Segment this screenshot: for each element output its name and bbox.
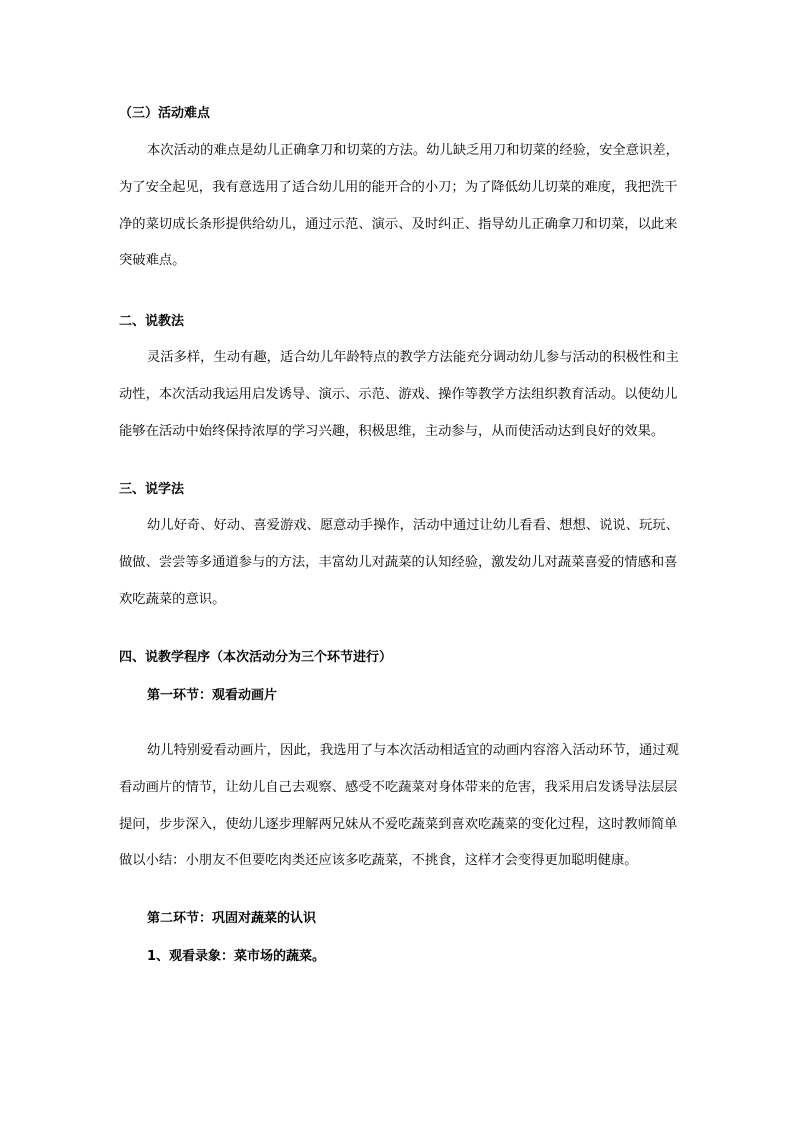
paragraph-line: 突破难点。 [119, 253, 186, 269]
paragraph-line: 灵活多样，生动有趣，适合幼儿年龄特点的教学方法能充分调动幼儿参与活动的积极性和主 [147, 350, 679, 365]
paragraph-line: 做做、尝尝等多通道参与的方法，丰富幼儿对蔬菜的认知经验，激发幼儿对蔬菜喜爱的情感和喜 [119, 554, 678, 570]
paragraph-line: 幼儿特别爱看动画片，因此，我选用了与本次活动相适宜的动画内容溶入活动环节，通过观 [147, 743, 679, 758]
paragraph-line: 做以小结：小朋友不但要吃肉类还应该多吃蔬菜，不挑食，这样才会变得更加聪明健康。 [119, 853, 638, 869]
paragraph-line: 欢吃蔬菜的意识。 [119, 591, 226, 607]
paragraph-line: 提问，步步深入，使幼儿逐步理解两兄妹从不爱吃蔬菜到喜欢吃蔬菜的变化过程，这时教师简单 [119, 816, 678, 832]
step-two-item-one: 1、观看录象：菜市场的蔬菜。 [147, 949, 326, 964]
paragraph-line: 能够在活动中始终保持浓厚的学习兴趣，积极思维，主动参与，从而使活动达到良好的效果。 [119, 423, 665, 439]
paragraph-line: 动性，本次活动我运用启发诱导、演示、示范、游戏、操作等教学方法组织教育活动。以使幼儿 [119, 386, 678, 402]
heading-teaching-method: 二、说教法 [119, 314, 185, 329]
paragraph-line: 净的菜切成长条形提供给幼儿，通过示范、演示、及时纠正、指导幼儿正确拿刀和切菜，以此来 [119, 216, 678, 232]
heading-teaching-procedure: 四、说教学程序（本次活动分为三个环节进行） [119, 650, 393, 665]
paragraph-teaching-method [119, 340, 679, 450]
paragraph-line: 幼儿好奇、好动、喜爱游戏、愿意动手操作，活动中通过让幼儿看看、想想、说说、玩玩、 [147, 518, 679, 533]
paragraph-line: 为了安全起见，我有意选用了适合幼儿用的能开合的小刀；为了降低幼儿切菜的难度，我把洗干 [119, 179, 678, 195]
heading-learning-method: 三、说学法 [119, 482, 185, 497]
heading-step-one: 第一环节：观看动画片 [147, 688, 278, 703]
paragraph-activity-difficulty [119, 133, 679, 280]
paragraph-step-one [119, 733, 679, 880]
heading-activity-difficulty: （三）活动难点 [119, 106, 211, 121]
paragraph-learning-method [119, 508, 679, 618]
paragraph-line: 看动画片的情节，让幼儿自己去观察、感受不吃蔬菜对身体带来的危害，我采用启发诱导法层层 [119, 779, 678, 795]
paragraph-line: 本次活动的难点是幼儿正确拿刀和切菜的方法。幼儿缺乏用刀和切菜的经验，安全意识差， [147, 143, 679, 158]
heading-step-two: 第二环节：巩固对蔬菜的认识 [147, 911, 317, 926]
